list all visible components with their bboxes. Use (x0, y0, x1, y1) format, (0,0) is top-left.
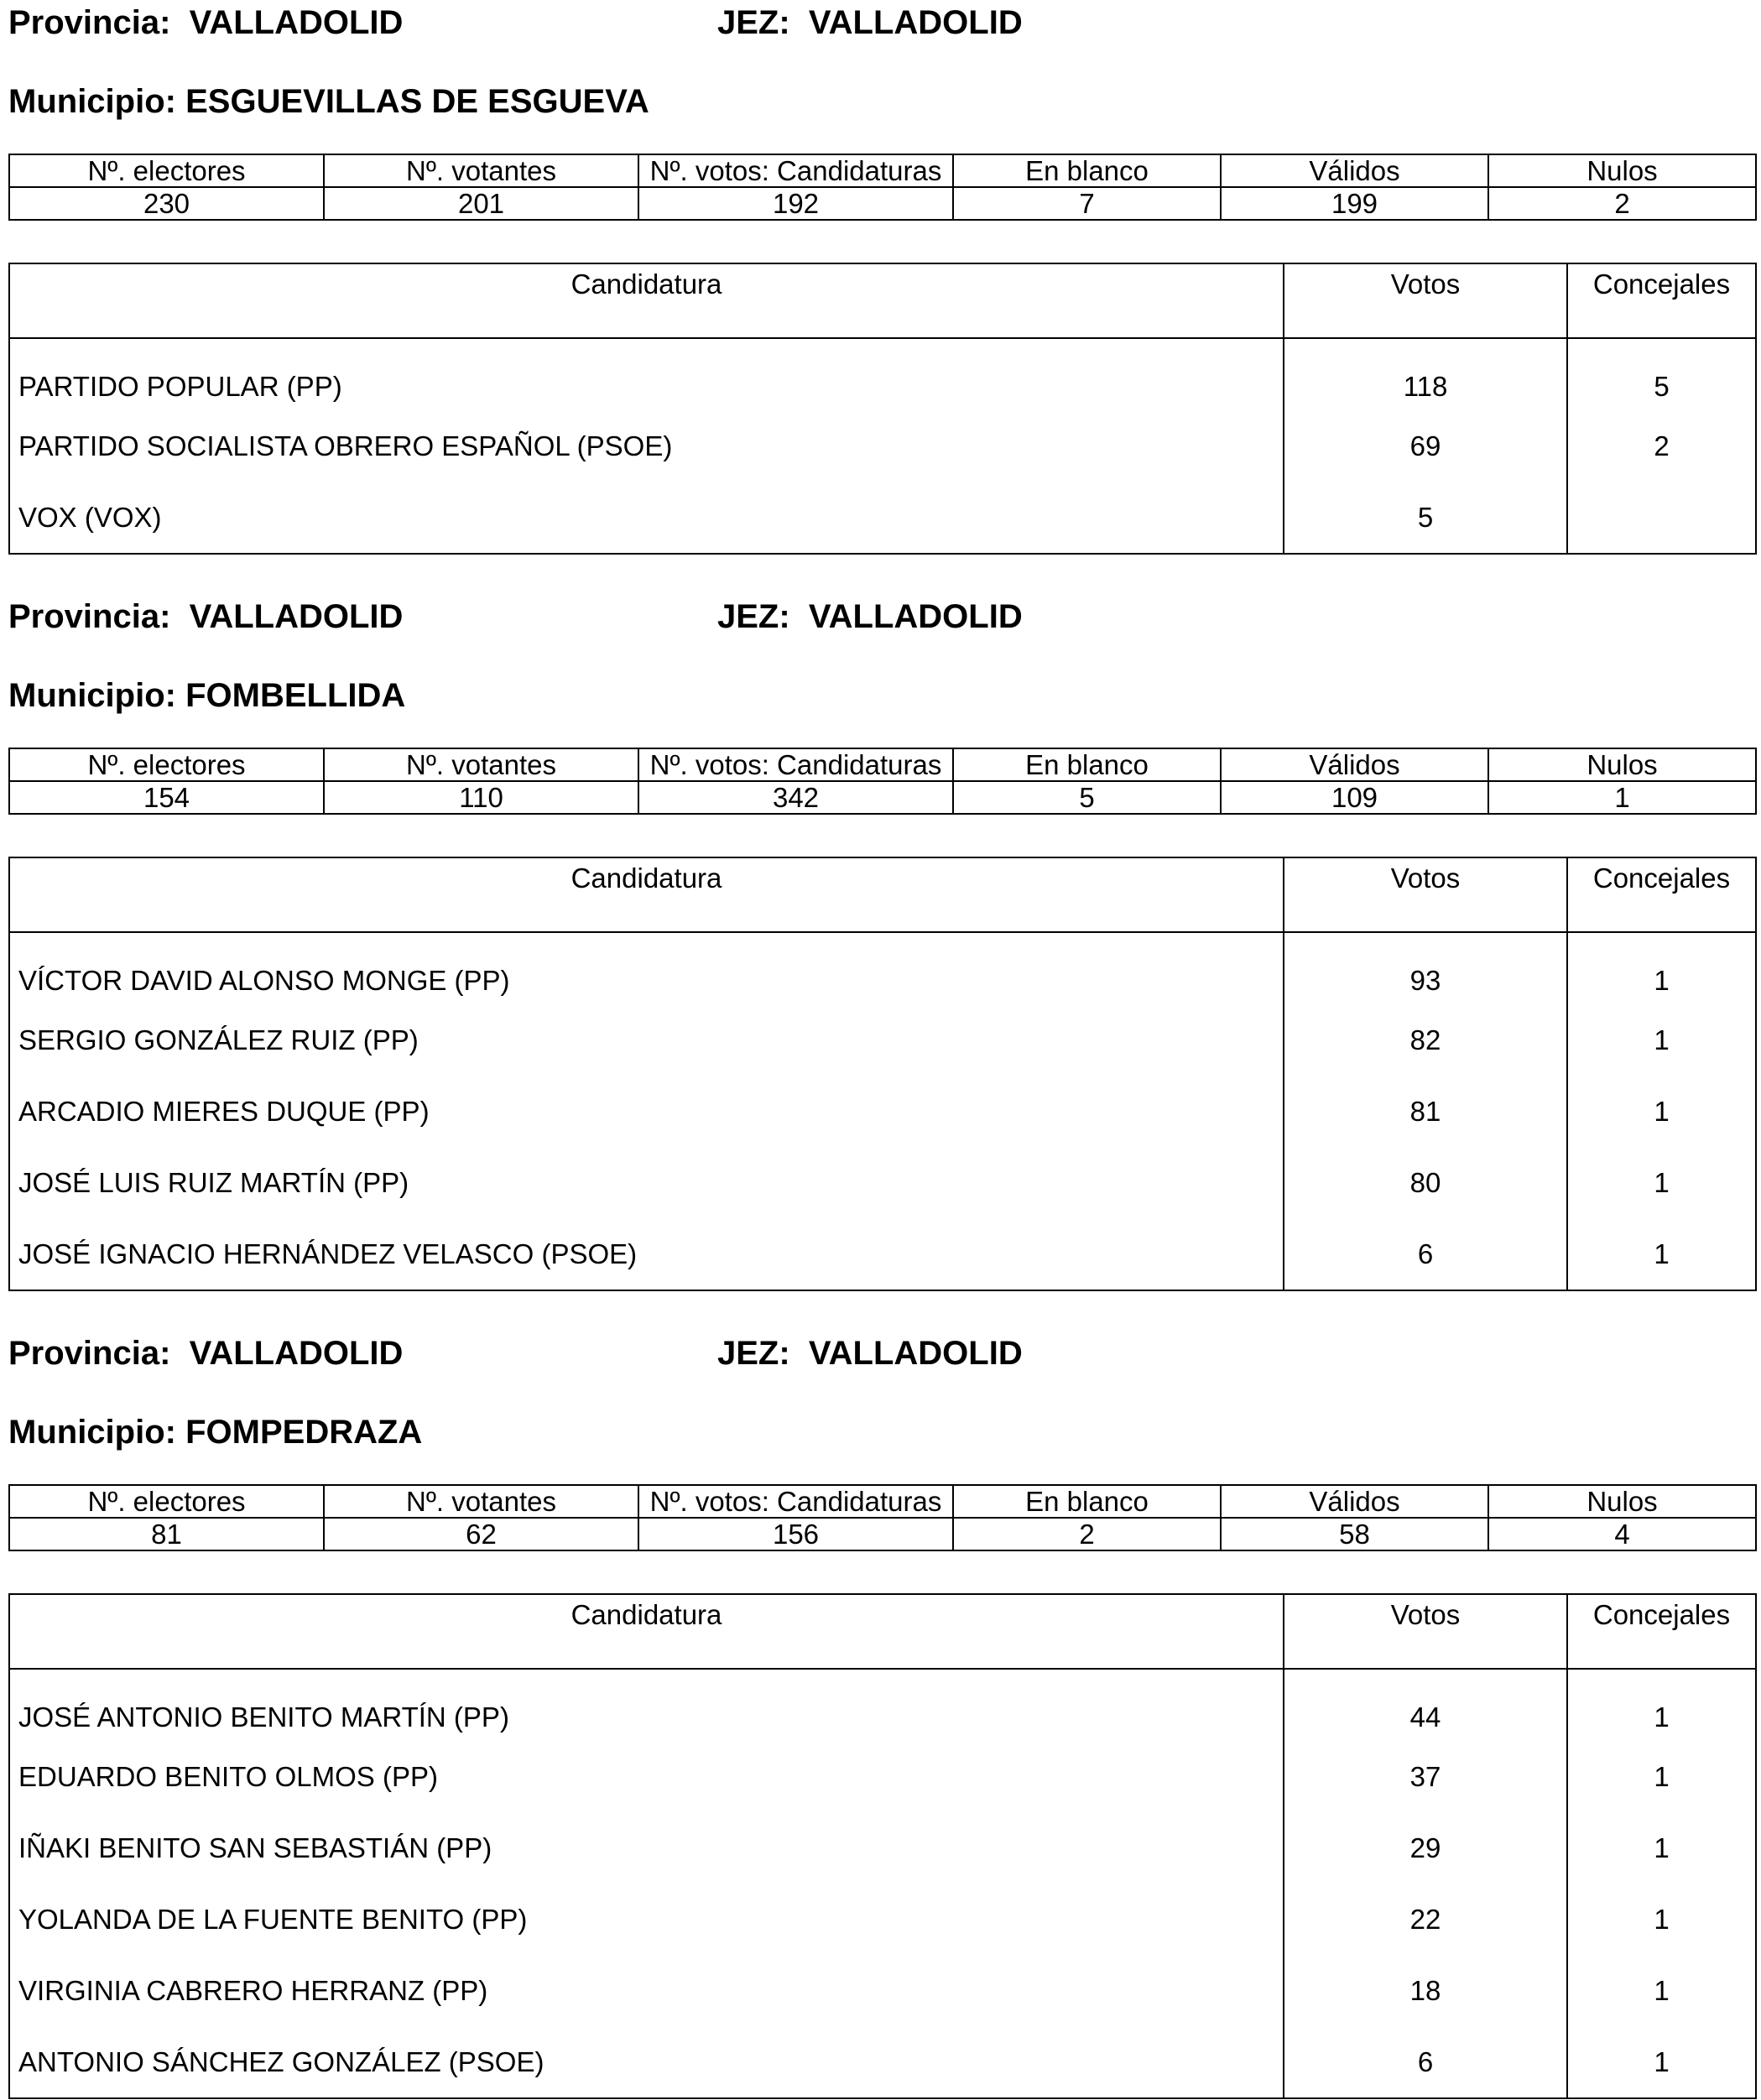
value-nulos: 2 (1488, 187, 1756, 220)
candidate-votes: 22 (1284, 1884, 1567, 1955)
candidate-seats: 1 (1567, 1884, 1756, 1955)
candidate-votes: 69 (1284, 410, 1567, 482)
candidate-name: SERGIO GONZÁLEZ RUIZ (PP) (9, 1004, 1284, 1076)
header-concejales: Concejales (1567, 1594, 1756, 1669)
header-concejales: Concejales (1567, 263, 1756, 338)
stats-value-row (9, 781, 1756, 814)
candidates-table (8, 1593, 1757, 2099)
candidate-votes: 80 (1284, 1147, 1567, 1218)
header-electores: Nº. electores (9, 748, 324, 781)
stats-value-row (9, 187, 1756, 220)
header-validos: Válidos (1221, 748, 1488, 781)
table-row (9, 1884, 1756, 1955)
candidate-name: VIRGINIA CABRERO HERRANZ (PP) (9, 1955, 1284, 2026)
candidate-votes: 118 (1284, 338, 1567, 410)
header-votos: Votos (1284, 263, 1567, 338)
header-votos-candidaturas: Nº. votos: Candidaturas (638, 1485, 953, 1518)
header-nulos: Nulos (1488, 154, 1756, 187)
header-electores: Nº. electores (9, 154, 324, 187)
candidate-seats: 5 (1567, 338, 1756, 410)
table-row (9, 1812, 1756, 1884)
candidate-name: ARCADIO MIERES DUQUE (PP) (9, 1076, 1284, 1147)
candidate-seats: 1 (1567, 1218, 1756, 1290)
table-row (9, 1741, 1756, 1812)
municipio-heading: Municipio: FOMBELLIDA (8, 677, 406, 714)
header-en-blanco: En blanco (953, 748, 1221, 781)
header-electores: Nº. electores (9, 1485, 324, 1518)
candidate-votes: 82 (1284, 1004, 1567, 1076)
municipio-heading: Municipio: FOMPEDRAZA (8, 1414, 423, 1451)
candidate-name: ANTONIO SÁNCHEZ GONZÁLEZ (PSOE) (9, 2026, 1284, 2098)
candidate-votes: 5 (1284, 482, 1567, 554)
candidate-seats (1567, 482, 1756, 554)
header-validos: Válidos (1221, 1485, 1488, 1518)
stats-header-row (9, 748, 1756, 781)
header-votantes: Nº. votantes (324, 748, 638, 781)
table-row (9, 482, 1756, 554)
stats-header-row (9, 154, 1756, 187)
header-candidatura: Candidatura (9, 263, 1284, 338)
header-en-blanco: En blanco (953, 154, 1221, 187)
candidate-seats: 1 (1567, 1669, 1756, 1741)
candidates-table (8, 263, 1757, 555)
candidate-votes: 93 (1284, 932, 1567, 1004)
candidate-votes: 29 (1284, 1812, 1567, 1884)
header-en-blanco: En blanco (953, 1485, 1221, 1518)
value-votantes: 201 (324, 187, 638, 220)
table-row (9, 1955, 1756, 2026)
value-en-blanco: 5 (953, 781, 1221, 814)
stats-table (8, 154, 1757, 221)
value-validos: 109 (1221, 781, 1488, 814)
value-validos: 58 (1221, 1518, 1488, 1550)
candidate-votes: 6 (1284, 2026, 1567, 2098)
candidates-header-row (9, 263, 1756, 338)
value-nulos: 4 (1488, 1518, 1756, 1550)
table-row (9, 410, 1756, 482)
provincia-heading: Provincia: VALLADOLID (8, 598, 404, 635)
header-votos: Votos (1284, 857, 1567, 932)
header-validos: Válidos (1221, 154, 1488, 187)
header-votos-candidaturas: Nº. votos: Candidaturas (638, 154, 953, 187)
candidate-name: PARTIDO POPULAR (PP) (9, 338, 1284, 410)
stats-table (8, 1484, 1757, 1551)
header-votos: Votos (1284, 1594, 1567, 1669)
stats-header-row (9, 1485, 1756, 1518)
value-votos-candidaturas: 342 (638, 781, 953, 814)
candidate-seats: 1 (1567, 1147, 1756, 1218)
candidate-seats: 1 (1567, 932, 1756, 1004)
value-en-blanco: 7 (953, 187, 1221, 220)
table-row (9, 1669, 1756, 1741)
table-row (9, 1004, 1756, 1076)
table-row (9, 338, 1756, 410)
candidate-name: PARTIDO SOCIALISTA OBRERO ESPAÑOL (PSOE) (9, 410, 1284, 482)
header-candidatura: Candidatura (9, 1594, 1284, 1669)
table-row (9, 1147, 1756, 1218)
candidate-seats: 1 (1567, 1004, 1756, 1076)
candidate-votes: 44 (1284, 1669, 1567, 1741)
candidate-votes: 6 (1284, 1218, 1567, 1290)
header-candidatura: Candidatura (9, 857, 1284, 932)
jez-heading: JEZ: VALLADOLID (717, 598, 1023, 635)
candidate-votes: 37 (1284, 1741, 1567, 1812)
header-concejales: Concejales (1567, 857, 1756, 932)
header-nulos: Nulos (1488, 1485, 1756, 1518)
header-votantes: Nº. votantes (324, 1485, 638, 1518)
candidates-table (8, 857, 1757, 1291)
stats-value-row (9, 1518, 1756, 1550)
value-votantes: 110 (324, 781, 638, 814)
value-electores: 81 (9, 1518, 324, 1550)
municipio-heading: Municipio: ESGUEVILLAS DE ESGUEVA (8, 83, 649, 120)
value-nulos: 1 (1488, 781, 1756, 814)
value-votos-candidaturas: 192 (638, 187, 953, 220)
candidates-header-row (9, 857, 1756, 932)
candidate-seats: 1 (1567, 2026, 1756, 2098)
candidate-name: JOSÉ LUIS RUIZ MARTÍN (PP) (9, 1147, 1284, 1218)
candidate-votes: 18 (1284, 1955, 1567, 2026)
candidate-name: JOSÉ ANTONIO BENITO MARTÍN (PP) (9, 1669, 1284, 1741)
table-row (9, 1076, 1756, 1147)
value-electores: 154 (9, 781, 324, 814)
table-row (9, 1218, 1756, 1290)
jez-heading: JEZ: VALLADOLID (717, 4, 1023, 41)
stats-table (8, 748, 1757, 815)
candidate-name: VÍCTOR DAVID ALONSO MONGE (PP) (9, 932, 1284, 1004)
header-votantes: Nº. votantes (324, 154, 638, 187)
value-votantes: 62 (324, 1518, 638, 1550)
candidate-votes: 81 (1284, 1076, 1567, 1147)
candidate-name: EDUARDO BENITO OLMOS (PP) (9, 1741, 1284, 1812)
value-votos-candidaturas: 156 (638, 1518, 953, 1550)
candidate-seats: 1 (1567, 1741, 1756, 1812)
candidate-name: YOLANDA DE LA FUENTE BENITO (PP) (9, 1884, 1284, 1955)
candidate-seats: 1 (1567, 1955, 1756, 2026)
table-row (9, 2026, 1756, 2098)
candidate-name: IÑAKI BENITO SAN SEBASTIÁN (PP) (9, 1812, 1284, 1884)
value-en-blanco: 2 (953, 1518, 1221, 1550)
header-votos-candidaturas: Nº. votos: Candidaturas (638, 748, 953, 781)
provincia-heading: Provincia: VALLADOLID (8, 1335, 404, 1372)
candidate-name: JOSÉ IGNACIO HERNÁNDEZ VELASCO (PSOE) (9, 1218, 1284, 1290)
candidate-seats: 1 (1567, 1812, 1756, 1884)
candidate-seats: 1 (1567, 1076, 1756, 1147)
jez-heading: JEZ: VALLADOLID (717, 1335, 1023, 1372)
candidates-header-row (9, 1594, 1756, 1669)
candidate-seats: 2 (1567, 410, 1756, 482)
header-nulos: Nulos (1488, 748, 1756, 781)
value-validos: 199 (1221, 187, 1488, 220)
candidate-name: VOX (VOX) (9, 482, 1284, 554)
provincia-heading: Provincia: VALLADOLID (8, 4, 404, 41)
table-row (9, 932, 1756, 1004)
value-electores: 230 (9, 187, 324, 220)
